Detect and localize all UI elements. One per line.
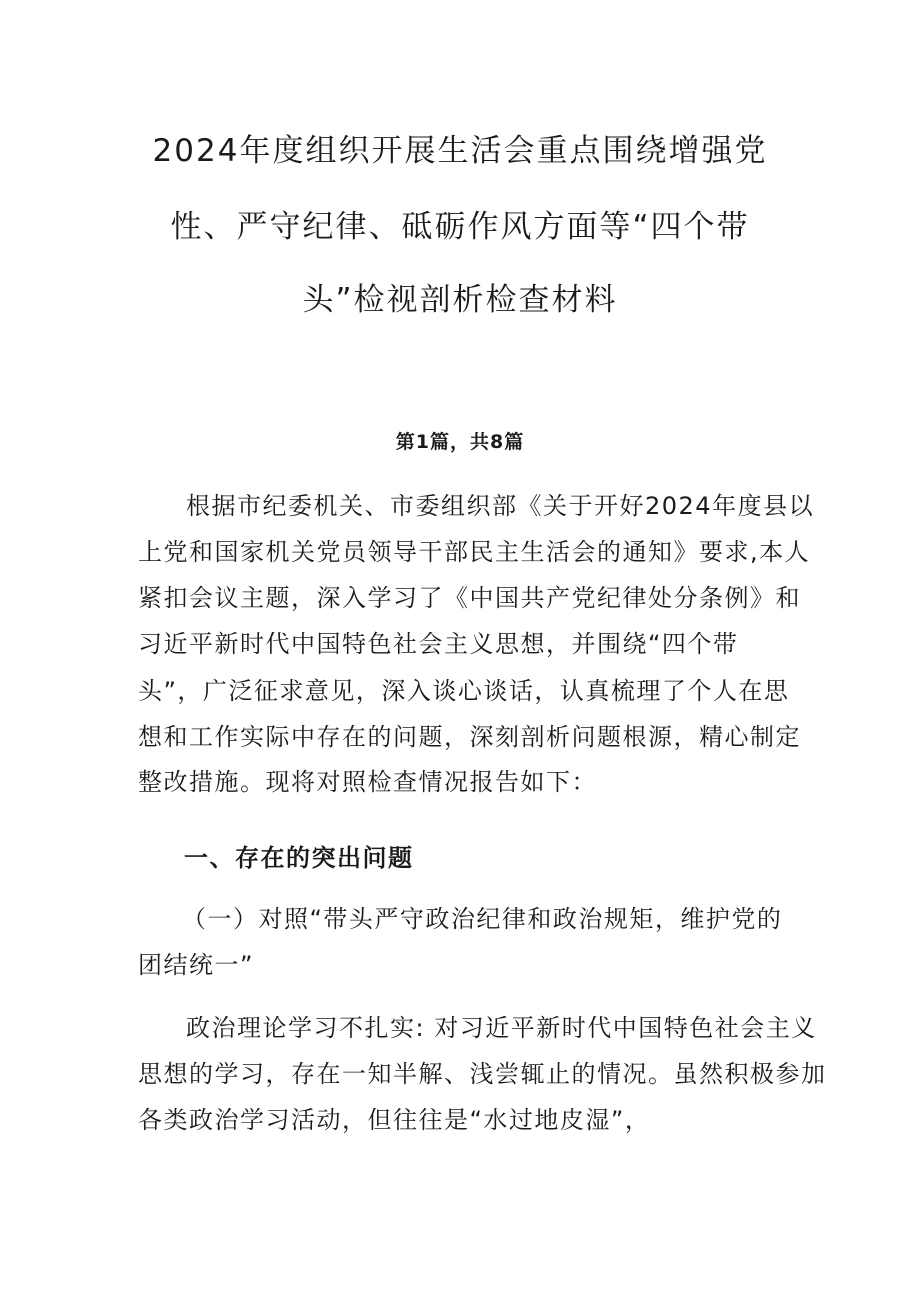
paragraph-line-1: 政治理论学习不扎实: 对习近平新时代中国特色社会主义 [186,1014,817,1042]
intro-line-4: 习近平新时代中国特色社会主义思想，并围绕“四个带 [138,630,739,658]
intro-line-1: 根据市纪委机关、市委组织部《关于开好2024年度县以 [186,492,815,520]
intro-line-2: 上党和国家机关党员领导干部民主生活会的通知》要求,本人 [138,538,811,566]
paragraph-line-2: 思想的学习，存在一知半解、浅尝辄止的情况。虽然积极参加 [138,1060,827,1088]
intro-line-3: 紧扣会议主题，深入学习了《中国共产党纪律处分条例》和 [138,584,801,612]
document-title-line-2: 性、严守纪律、砥砺作风方面等“四个带 [170,209,750,245]
document-subtitle: 第1篇，共8篇 [395,431,525,453]
intro-line-5: 头”，广泛征求意见，深入谈心谈话，认真梳理了个人在思 [138,677,790,705]
section-heading: 一、存在的突出问题 [184,844,414,872]
subsection-line-2: 团结统一” [138,951,254,979]
intro-line-7: 整改措施。现将对照检查情况报告如下： [138,768,597,796]
document-title-line-1: 2024年度组织开展生活会重点围绕增强党 [152,133,768,169]
subsection-line-1: （一）对照“带头严守政治纪律和政治规矩，维护党的 [182,905,783,933]
document-title-line-3: 头”检视剖析检查材料 [302,282,618,318]
paragraph-line-3: 各类政治学习活动，但往往是“水过地皮湿”， [138,1106,651,1134]
intro-line-6: 想和工作实际中存在的问题，深刻剖析问题根源，精心制定 [138,723,801,751]
